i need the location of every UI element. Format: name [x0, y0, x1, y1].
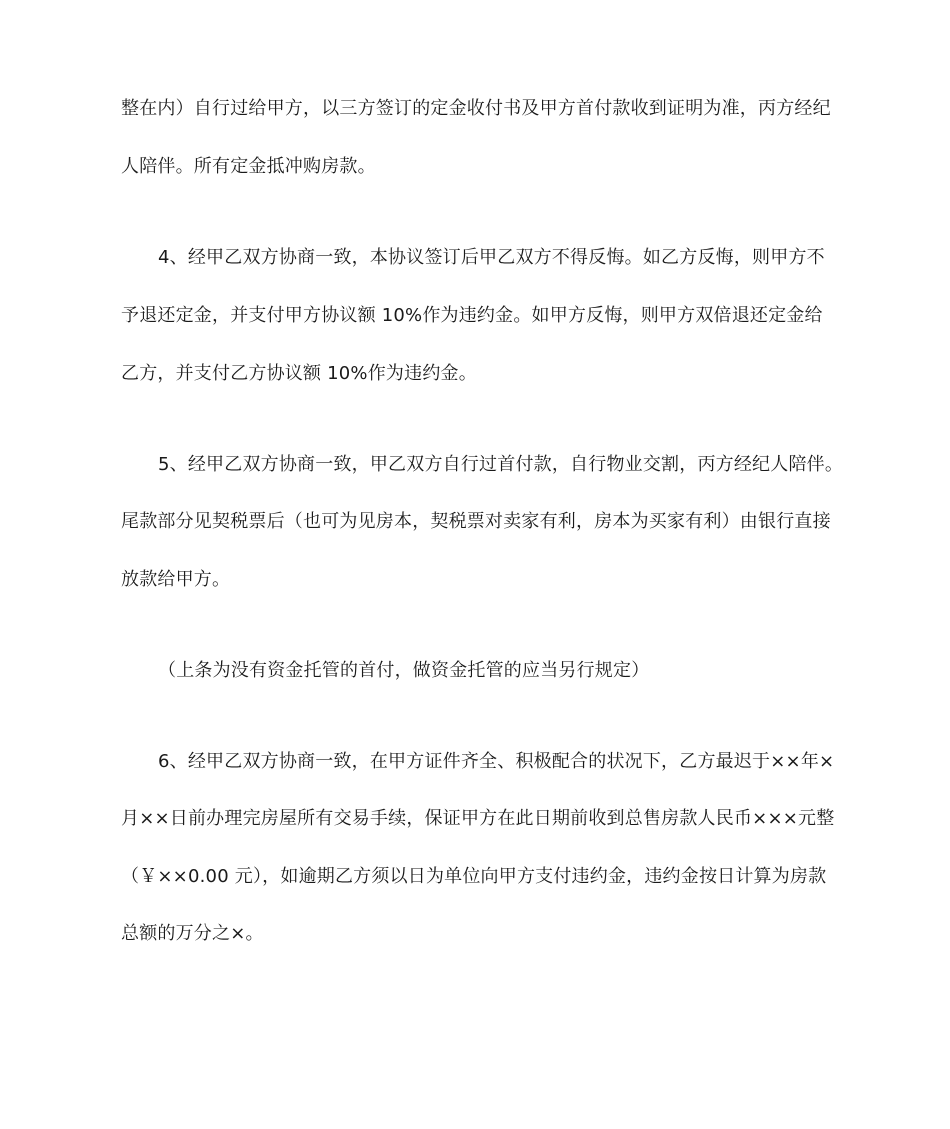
clause-6-line-4: 总额的万分之×。 [121, 923, 264, 944]
clause-5-note: （上条为没有资金托管的首付，做资金托管的应当另行规定） [158, 660, 650, 681]
clause-4-line-2: 予退还定金，并支付甲方协议额 10%作为违约金。如甲方反悔，则甲方双倍退还定金给 [121, 305, 823, 326]
clause-6-line-1: 6、经甲乙双方协商一致，在甲方证件齐全、积极配合的状况下，乙方最迟于××年× [158, 751, 835, 772]
clause-4-line-1: 4、经甲乙双方协商一致，本协议签订后甲乙双方不得反悔。如乙方反悔，则甲方不 [158, 247, 825, 268]
paragraph-3-line-2: 人陪伴。所有定金抵冲购房款。 [121, 156, 376, 177]
clause-5-line-1: 5、经甲乙双方协商一致，甲乙双方自行过首付款，自行物业交割，丙方经纪人陪伴。 [158, 454, 844, 475]
clause-4-line-3: 乙方，并支付乙方协议额 10%作为违约金。 [121, 363, 477, 384]
clause-5-line-3: 放款给甲方。 [121, 569, 231, 590]
clause-6-line-2: 月××日前办理完房屋所有交易手续，保证甲方在此日期前收到总售房款人民币×××元整 [121, 808, 835, 829]
clause-6-line-3: （￥××0.00 元），如逾期乙方须以日为单位向甲方支付违约金，违约金按日计算为房款 [121, 866, 827, 887]
paragraph-3-line-1: 整在内）自行过给甲方，以三方签订的定金收付书及甲方首付款收到证明为准，丙方经纪 [121, 98, 831, 119]
clause-5-line-2: 尾款部分见契税票后（也可为见房本，契税票对卖家有利，房本为买家有利）由银行直接 [121, 511, 831, 532]
